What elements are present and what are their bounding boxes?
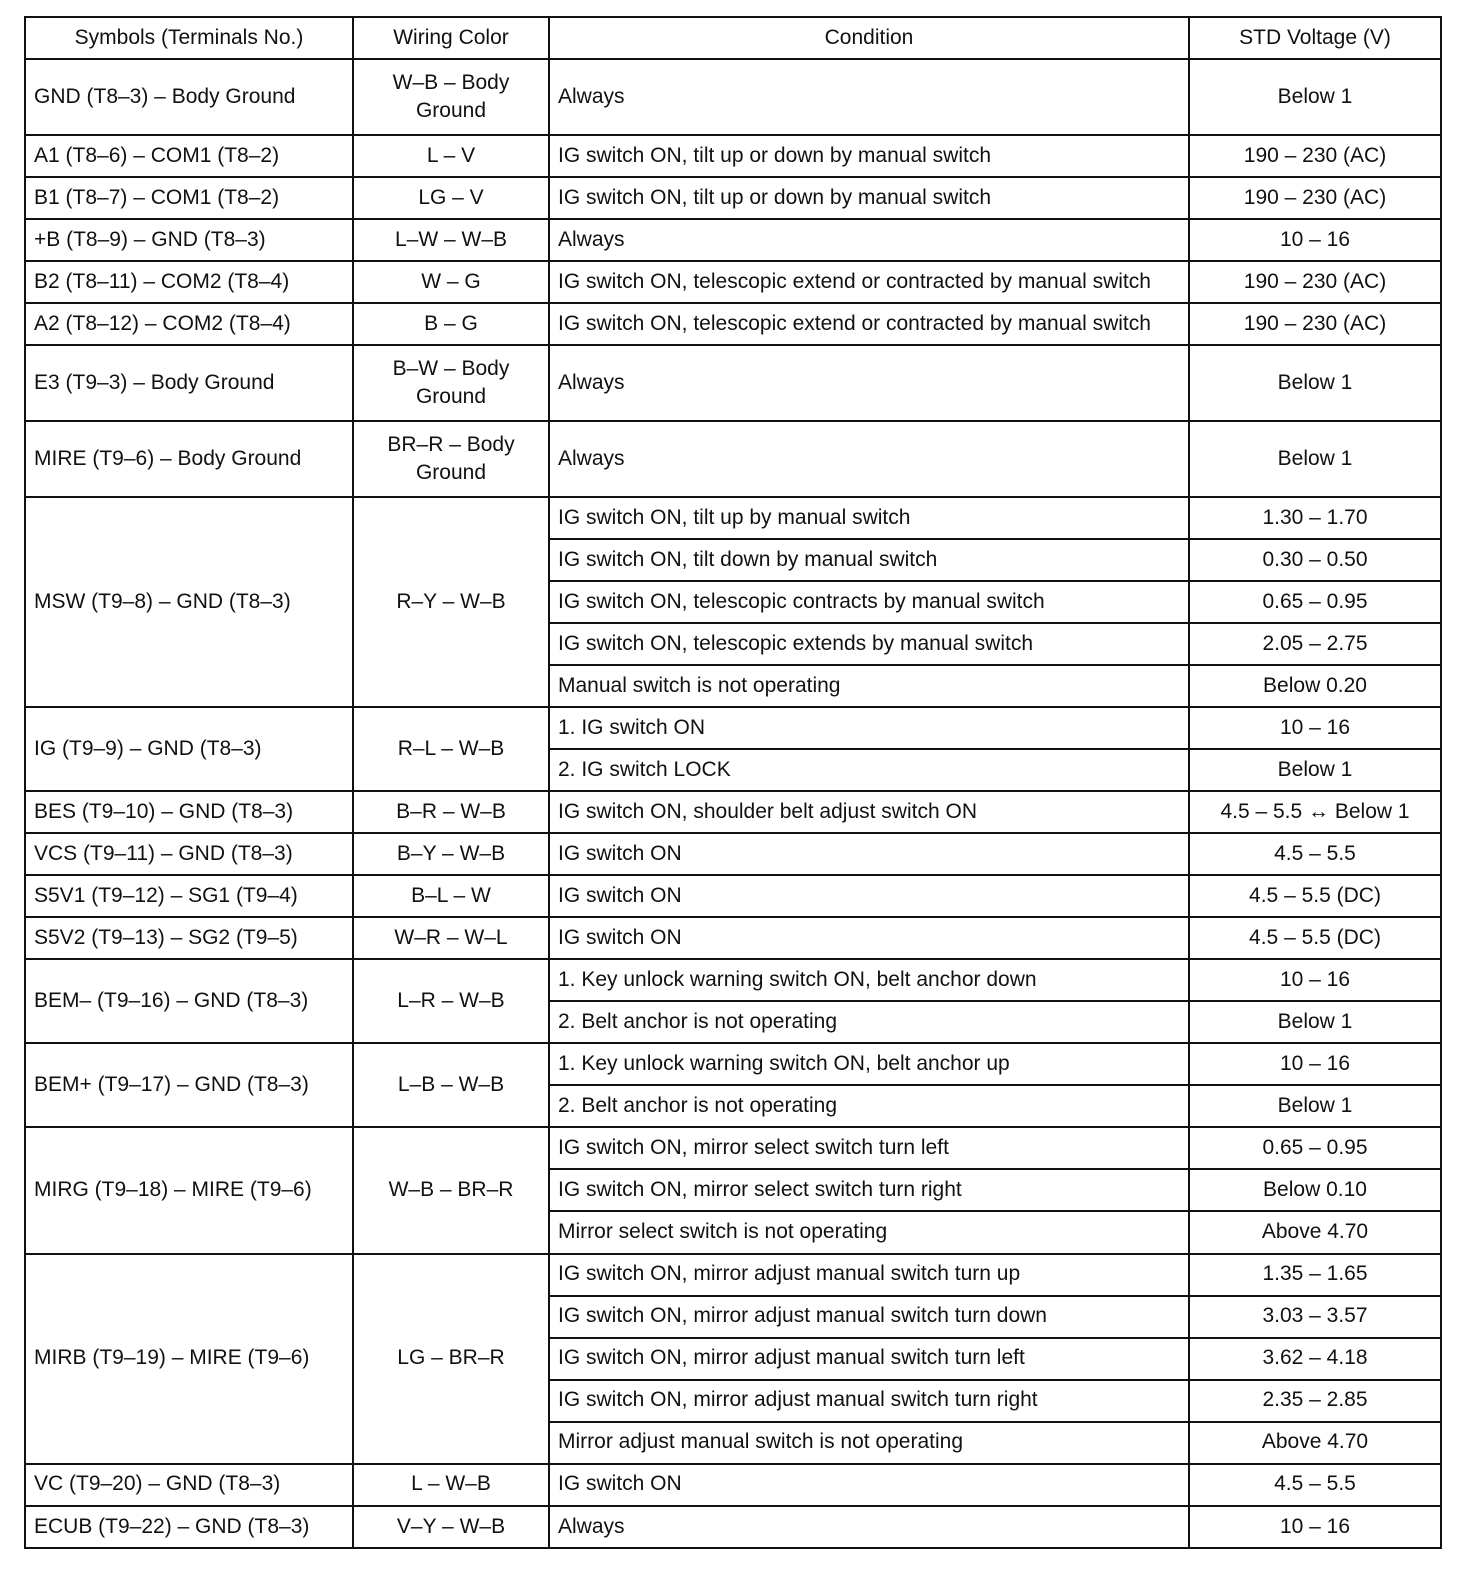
wiring-color: R–Y – W–B (353, 497, 549, 707)
std-voltage: 2.05 – 2.75 (1189, 623, 1441, 665)
condition: 2. Belt anchor is not operating (549, 1085, 1189, 1127)
header-wiring-color: Wiring Color (353, 17, 549, 59)
terminal-symbol: B2 (T8–11) – COM2 (T8–4) (25, 261, 353, 303)
table-row (25, 833, 1441, 875)
condition: Always (549, 421, 1189, 497)
condition: Always (549, 219, 1189, 261)
terminal-voltage-table (24, 16, 1442, 1549)
std-voltage: Below 1 (1189, 59, 1441, 135)
header-symbols: Symbols (Terminals No.) (25, 17, 353, 59)
table-row (25, 59, 1441, 135)
wiring-color: W–R – W–L (353, 917, 549, 959)
terminal-symbol: BEM+ (T9–17) – GND (T8–3) (25, 1043, 353, 1127)
condition: IG switch ON, telescopic contracts by manual switch (549, 581, 1189, 623)
std-voltage: Above 4.70 (1189, 1422, 1441, 1464)
wiring-color: W–B – BR–R (353, 1127, 549, 1253)
std-voltage: Below 1 (1189, 749, 1441, 791)
std-voltage: 1.30 – 1.70 (1189, 497, 1441, 539)
condition: IG switch ON (549, 917, 1189, 959)
std-voltage: Below 1 (1189, 345, 1441, 421)
std-voltage: 1.35 – 1.65 (1189, 1254, 1441, 1296)
std-voltage: Below 0.10 (1189, 1169, 1441, 1211)
terminal-symbol: ECUB (T9–22) – GND (T8–3) (25, 1506, 353, 1548)
std-voltage: 10 – 16 (1189, 707, 1441, 749)
wiring-color: L – V (353, 135, 549, 177)
condition: IG switch ON, tilt up or down by manual switch (549, 177, 1189, 219)
wiring-color: BR–R – Body Ground (353, 421, 549, 497)
std-voltage: 4.5 – 5.5 (1189, 1464, 1441, 1506)
wiring-color: LG – BR–R (353, 1254, 549, 1464)
std-voltage: 4.5 – 5.5 (DC) (1189, 875, 1441, 917)
condition: IG switch ON (549, 875, 1189, 917)
table-row (25, 261, 1441, 303)
table-row (25, 177, 1441, 219)
terminal-symbol: A1 (T8–6) – COM1 (T8–2) (25, 135, 353, 177)
wiring-color: L–W – W–B (353, 219, 549, 261)
table-row (25, 875, 1441, 917)
condition: IG switch ON, mirror adjust manual switch turn up (549, 1254, 1189, 1296)
header-row (25, 17, 1441, 59)
wiring-color: V–Y – W–B (353, 1506, 549, 1548)
condition: IG switch ON, tilt up by manual switch (549, 497, 1189, 539)
table-row (25, 219, 1441, 261)
condition: IG switch ON, mirror adjust manual switch turn left (549, 1338, 1189, 1380)
std-voltage: 190 – 230 (AC) (1189, 261, 1441, 303)
condition: 1. Key unlock warning switch ON, belt anchor down (549, 959, 1189, 1001)
wiring-color: L–B – W–B (353, 1043, 549, 1127)
std-voltage: 3.62 – 4.18 (1189, 1338, 1441, 1380)
terminal-symbol: A2 (T8–12) – COM2 (T8–4) (25, 303, 353, 345)
std-voltage: 4.5 – 5.5 ↔ Below 1 (1189, 791, 1441, 833)
terminal-symbol: E3 (T9–3) – Body Ground (25, 345, 353, 421)
wiring-color: B–W – Body Ground (353, 345, 549, 421)
wiring-color: B – G (353, 303, 549, 345)
wiring-color: B–L – W (353, 875, 549, 917)
std-voltage: Below 1 (1189, 1001, 1441, 1043)
std-voltage: 0.65 – 0.95 (1189, 1127, 1441, 1169)
wiring-color: W–B – Body Ground (353, 59, 549, 135)
condition: IG switch ON, telescopic extend or contracted by manual switch (549, 303, 1189, 345)
terminal-symbol: +B (T8–9) – GND (T8–3) (25, 219, 353, 261)
std-voltage: 190 – 230 (AC) (1189, 177, 1441, 219)
std-voltage: 190 – 230 (AC) (1189, 135, 1441, 177)
condition: IG switch ON, mirror adjust manual switch turn down (549, 1296, 1189, 1338)
table-row (25, 1043, 1441, 1085)
std-voltage: Below 1 (1189, 421, 1441, 497)
condition: IG switch ON, mirror select switch turn left (549, 1127, 1189, 1169)
terminal-symbol: GND (T8–3) – Body Ground (25, 59, 353, 135)
terminal-symbol: VCS (T9–11) – GND (T8–3) (25, 833, 353, 875)
terminal-symbol: MIRE (T9–6) – Body Ground (25, 421, 353, 497)
condition: IG switch ON (549, 833, 1189, 875)
terminal-symbol: S5V2 (T9–13) – SG2 (T9–5) (25, 917, 353, 959)
terminal-symbol: BEM– (T9–16) – GND (T8–3) (25, 959, 353, 1043)
condition: IG switch ON, shoulder belt adjust switch ON (549, 791, 1189, 833)
condition: 1. Key unlock warning switch ON, belt anchor up (549, 1043, 1189, 1085)
table-row (25, 1506, 1441, 1548)
condition: Always (549, 345, 1189, 421)
terminal-symbol: BES (T9–10) – GND (T8–3) (25, 791, 353, 833)
condition: 2. Belt anchor is not operating (549, 1001, 1189, 1043)
terminal-symbol: B1 (T8–7) – COM1 (T8–2) (25, 177, 353, 219)
terminal-symbol: MSW (T9–8) – GND (T8–3) (25, 497, 353, 707)
condition: Always (549, 1506, 1189, 1548)
wiring-color: R–L – W–B (353, 707, 549, 791)
condition: Mirror select switch is not operating (549, 1211, 1189, 1253)
terminal-symbol: MIRG (T9–18) – MIRE (T9–6) (25, 1127, 353, 1253)
table-row (25, 1127, 1441, 1169)
terminal-symbol: IG (T9–9) – GND (T8–3) (25, 707, 353, 791)
condition: 2. IG switch LOCK (549, 749, 1189, 791)
header-condition: Condition (549, 17, 1189, 59)
condition: Manual switch is not operating (549, 665, 1189, 707)
std-voltage: 0.30 – 0.50 (1189, 539, 1441, 581)
std-voltage: Below 0.20 (1189, 665, 1441, 707)
wiring-color: B–R – W–B (353, 791, 549, 833)
condition: IG switch ON, telescopic extends by manual switch (549, 623, 1189, 665)
condition: Always (549, 59, 1189, 135)
header-std-voltage: STD Voltage (V) (1189, 17, 1441, 59)
std-voltage: 4.5 – 5.5 (DC) (1189, 917, 1441, 959)
condition: 1. IG switch ON (549, 707, 1189, 749)
table-row (25, 791, 1441, 833)
condition: IG switch ON, tilt up or down by manual switch (549, 135, 1189, 177)
condition: IG switch ON (549, 1464, 1189, 1506)
table-row (25, 1254, 1441, 1296)
terminal-symbol: MIRB (T9–19) – MIRE (T9–6) (25, 1254, 353, 1464)
table-row (25, 707, 1441, 749)
table-row (25, 917, 1441, 959)
table-row (25, 135, 1441, 177)
wiring-color: L–R – W–B (353, 959, 549, 1043)
std-voltage: 10 – 16 (1189, 1506, 1441, 1548)
std-voltage: 10 – 16 (1189, 219, 1441, 261)
condition: IG switch ON, mirror adjust manual switch turn right (549, 1380, 1189, 1422)
terminal-symbol: S5V1 (T9–12) – SG1 (T9–4) (25, 875, 353, 917)
wiring-color: LG – V (353, 177, 549, 219)
condition: IG switch ON, mirror select switch turn right (549, 1169, 1189, 1211)
table-row (25, 1464, 1441, 1506)
std-voltage: Below 1 (1189, 1085, 1441, 1127)
wiring-color: L – W–B (353, 1464, 549, 1506)
std-voltage: 0.65 – 0.95 (1189, 581, 1441, 623)
table-row (25, 421, 1441, 497)
std-voltage: 190 – 230 (AC) (1189, 303, 1441, 345)
condition: IG switch ON, tilt down by manual switch (549, 539, 1189, 581)
table-row (25, 497, 1441, 539)
std-voltage: Above 4.70 (1189, 1211, 1441, 1253)
std-voltage: 10 – 16 (1189, 1043, 1441, 1085)
terminal-symbol: VC (T9–20) – GND (T8–3) (25, 1464, 353, 1506)
table-row (25, 345, 1441, 421)
std-voltage: 3.03 – 3.57 (1189, 1296, 1441, 1338)
std-voltage: 2.35 – 2.85 (1189, 1380, 1441, 1422)
table-row (25, 959, 1441, 1001)
condition: IG switch ON, telescopic extend or contracted by manual switch (549, 261, 1189, 303)
wiring-color: W – G (353, 261, 549, 303)
condition: Mirror adjust manual switch is not operating (549, 1422, 1189, 1464)
std-voltage: 10 – 16 (1189, 959, 1441, 1001)
table-body (25, 59, 1441, 1548)
wiring-color: B–Y – W–B (353, 833, 549, 875)
std-voltage: 4.5 – 5.5 (1189, 833, 1441, 875)
table-row (25, 303, 1441, 345)
